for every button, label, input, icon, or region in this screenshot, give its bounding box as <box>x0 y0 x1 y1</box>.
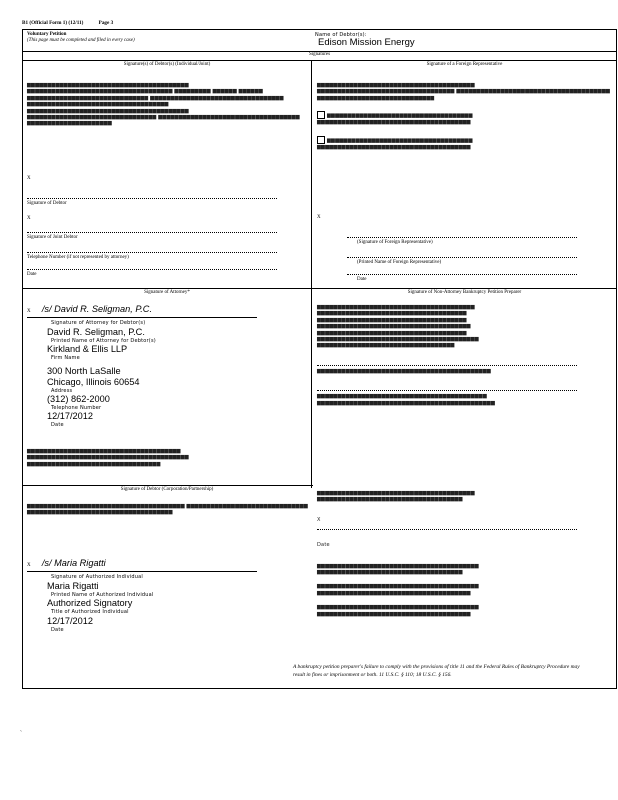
signature-line <box>27 571 257 572</box>
debtor-name-label: Name of Debtor(s): <box>315 32 367 38</box>
attorney-firm-caption: Firm Name <box>51 355 80 362</box>
signature-line <box>347 274 577 275</box>
attorney-footnote: ▆▆▆▆▆▆▆▆▆▆▆▆▆▆▆▆▆▆▆▆▆▆▆▆▆▆▆▆▆▆▆▆▆▆▆▆▆▆ ▆▆▆▆▆▆▆▆▆▆▆▆▆▆▆▆▆▆▆▆▆▆▆▆▆▆▆▆▆▆▆▆▆▆▆▆▆▆▆▆ ▆▆▆▆▆▆▆▆▆▆▆▆▆▆▆▆▆▆▆▆▆▆▆▆▆▆▆▆▆▆▆▆▆ <box>27 448 189 467</box>
date-caption: Date <box>357 277 367 283</box>
form-id: B1 (Official Form 1) (12/11) <box>22 20 84 26</box>
date-caption: Date <box>317 542 330 549</box>
x-label: X <box>317 516 321 523</box>
attorney-sig-caption: Signature of Attorney for Debtor(s) <box>51 320 146 327</box>
checkbox[interactable] <box>317 136 325 144</box>
sig-joint-caption: Signature of Joint Debtor <box>27 235 78 241</box>
corner-mark: ` <box>20 731 22 737</box>
signature-line <box>27 232 277 233</box>
x-label: X <box>27 563 31 568</box>
attorney-date: 12/17/2012 <box>47 411 93 422</box>
debtor-corp-title: Signature of Debtor (Corporation/Partnership) <box>120 487 214 492</box>
signature-line <box>317 365 577 366</box>
non-attorney-declaration: ▆▆▆▆▆▆▆▆▆▆▆▆▆▆▆▆▆▆▆▆▆▆▆▆▆▆▆▆▆▆▆▆▆▆▆▆▆▆▆ ▆▆▆▆▆▆▆▆▆▆▆▆▆▆▆▆▆▆▆▆▆▆▆▆▆▆▆▆▆▆▆▆▆▆▆▆▆ ▆▆▆▆▆▆▆▆▆▆▆▆▆▆▆▆▆▆▆▆▆▆▆▆▆▆▆▆▆▆▆▆▆▆▆▆▆ ▆▆▆▆▆▆▆▆▆▆▆▆▆▆▆▆▆▆▆▆▆▆▆▆▆▆▆▆▆▆▆▆▆▆▆▆▆▆ ▆▆▆▆▆▆▆▆▆▆▆▆▆▆▆▆▆▆▆▆▆▆▆▆▆▆▆▆▆▆▆▆▆▆▆▆▆ ▆▆▆▆▆▆▆▆▆▆▆▆▆▆▆▆▆▆▆▆▆▆▆▆▆▆▆▆▆▆▆▆▆▆▆▆▆▆▆▆ ▆▆▆▆▆▆▆▆▆▆▆▆▆▆▆▆▆▆▆▆▆▆▆▆▆▆▆▆▆▆▆▆▆▆ ▆▆▆▆▆▆▆▆▆▆▆▆▆▆▆▆▆▆▆▆▆▆▆▆▆▆▆▆▆▆▆▆▆▆▆▆▆▆▆▆▆▆▆ ▆▆▆▆▆▆▆▆▆▆▆▆▆▆▆▆▆▆▆▆▆▆▆▆▆▆▆▆▆▆▆▆▆▆▆▆▆▆▆▆▆▆ ▆▆▆▆▆▆▆▆▆▆▆▆▆▆▆▆▆▆▆▆▆▆▆▆▆▆▆▆▆▆▆▆▆▆▆▆▆▆▆▆▆▆▆▆ <box>317 304 614 406</box>
divider <box>23 60 616 61</box>
attorney-firm: Kirkland & Ellis LLP <box>47 344 128 355</box>
attorney-phone: (312) 862-2000 <box>47 394 110 405</box>
x-label: X <box>27 176 31 181</box>
debtor-name-block <box>315 32 615 47</box>
debtor-corp-name-caption: Printed Name of Authorized Individual <box>51 591 154 598</box>
page-label: Page 3 <box>98 20 114 26</box>
divider <box>23 288 616 289</box>
footer-note: A bankruptcy petition preparer's failure to comply with the provisions of title 11 and the Federal Rules of Bankruptcy Procedure may result in fines or imprisonment or both. 11 U.S.C. § 110; 18 U.S.C. § 156. <box>293 664 580 678</box>
divider <box>23 485 313 486</box>
foreign-signatures <box>317 215 614 284</box>
attorney-title: Signature of Attorney* <box>144 290 190 295</box>
date-caption: Date <box>27 272 37 278</box>
attorney-name: David R. Seligman, P.C. <box>47 326 145 337</box>
voluntary-title: Voluntary Petition <box>27 32 67 37</box>
printed-foreign-caption: (Printed Name of Foreign Representative) <box>357 259 442 265</box>
attorney-date-caption: Date <box>51 422 64 429</box>
signature-line <box>27 269 277 270</box>
x2-label: X <box>27 215 31 221</box>
signature-line <box>27 252 277 253</box>
debtor-name-value: Edison Mission Energy <box>318 37 415 49</box>
individual-title: Signature(s) of Debtor(s) (Individual/Joint) <box>123 62 211 67</box>
individual-declaration: ▆▆▆▆▆▆▆▆▆▆▆▆▆▆▆▆▆▆▆▆▆▆▆▆▆▆▆▆▆▆▆▆▆▆▆▆▆▆▆▆ ▆▆▆▆▆▆▆▆▆▆▆▆▆▆▆▆▆▆▆▆▆▆▆▆▆▆▆▆▆▆▆▆▆▆▆▆ ▆▆▆▆▆▆▆▆▆ ▆▆▆▆▆▆ ▆▆▆▆▆▆ ▆▆▆▆▆▆▆▆▆▆▆▆▆▆▆▆▆▆▆▆▆▆▆▆▆▆▆▆▆▆ ▆▆▆▆▆▆▆▆▆▆▆▆▆▆▆▆▆▆▆▆▆▆▆▆▆▆▆▆▆▆▆▆▆ ▆▆▆▆▆▆▆▆▆▆▆▆▆▆▆▆▆▆▆▆▆▆▆▆▆▆▆▆▆▆▆▆▆▆▆ ▆▆▆▆▆▆▆▆▆▆▆▆▆▆▆▆▆▆▆▆▆▆▆▆▆▆▆▆▆▆▆▆▆▆▆▆▆▆▆▆ ▆▆▆▆▆▆▆▆▆▆▆▆▆▆▆▆▆▆▆▆▆▆▆▆▆▆▆▆▆▆▆▆ ▆▆▆▆▆▆▆▆▆▆▆▆▆▆▆▆▆▆▆▆▆▆▆▆▆▆▆▆▆▆▆▆▆▆▆ ▆▆▆▆▆▆▆▆▆▆▆▆▆▆▆▆▆▆▆▆▆ <box>27 82 300 127</box>
attorney-signature: /s/ David R. Seligman, P.C. <box>41 304 152 314</box>
voluntary-subtitle: (This page must be completed and filed in every case) <box>27 38 135 44</box>
phone-caption: Telephone Number (if not represented by attorney) <box>27 254 129 260</box>
attorney-address1: 300 North LaSalle <box>47 365 121 376</box>
attorney-block <box>27 304 309 429</box>
debtor-corp-date: 12/17/2012 <box>47 615 93 626</box>
form-page <box>22 29 617 689</box>
signature-line <box>317 529 577 530</box>
signature-line <box>317 390 577 391</box>
foreign-title: Signature of a Foreign Representative <box>426 62 503 67</box>
x-label: X <box>27 309 31 314</box>
attorney-phone-caption: Telephone Number <box>51 405 102 412</box>
checkbox[interactable] <box>317 111 325 119</box>
debtor-corp-title-value: Authorized Signatory <box>47 598 133 609</box>
individual-signatures <box>27 176 309 278</box>
attorney-address-caption: Address <box>51 387 73 394</box>
foreign-declaration: ▆▆▆▆▆▆▆▆▆▆▆▆▆▆▆▆▆▆▆▆▆▆▆▆▆▆▆▆▆▆▆▆▆▆▆▆▆▆▆ ▆▆▆▆▆▆▆▆▆▆▆▆▆▆▆▆▆▆▆▆▆▆▆▆▆▆▆▆▆▆▆▆▆▆ ▆▆▆▆▆▆▆▆▆▆▆▆▆▆▆▆▆▆▆▆▆▆▆▆▆▆▆▆▆▆▆▆▆▆▆▆▆▆ ▆▆▆▆▆▆▆▆▆▆▆▆▆▆▆▆▆▆▆▆▆▆▆▆▆▆▆▆▆ ▆▆▆▆▆▆▆▆▆▆▆▆▆▆▆▆▆▆▆▆▆▆▆▆▆▆▆▆▆▆▆▆▆▆▆▆ ▆▆▆▆▆▆▆▆▆▆▆▆▆▆▆▆▆▆▆▆▆▆▆▆▆▆▆▆▆▆▆▆▆▆▆▆▆▆ ▆▆▆▆▆▆▆▆▆▆▆▆▆▆▆▆▆▆▆▆▆▆▆▆▆▆▆▆▆▆▆▆▆▆▆▆ ▆▆▆▆▆▆▆▆▆▆▆▆▆▆▆▆▆▆▆▆▆▆▆▆▆▆▆▆▆▆▆▆▆▆▆▆▆▆ <box>317 82 611 150</box>
debtor-corp-declaration: ▆▆▆▆▆▆▆▆▆▆▆▆▆▆▆▆▆▆▆▆▆▆▆▆▆▆▆▆▆▆▆▆▆▆▆▆▆▆▆ ▆▆▆▆▆▆▆▆▆▆▆▆▆▆▆▆▆▆▆▆▆▆▆▆▆▆▆▆▆▆ ▆▆▆▆▆▆▆▆▆▆▆▆▆▆▆▆▆▆▆▆▆▆▆▆▆▆▆▆▆▆▆▆▆▆▆▆ <box>27 503 308 516</box>
voluntary-block <box>27 32 307 45</box>
debtor-corp-date-caption: Date <box>51 626 64 633</box>
debtor-corp-title-caption: Title of Authorized Individual <box>51 609 129 616</box>
non-attorney-title: Signature of Non-Attorney Bankruptcy Petition Preparer <box>407 290 522 295</box>
sig-debtor-caption: Signature of Debtor <box>27 201 67 207</box>
signature-line <box>347 257 577 258</box>
sig-foreign-caption: (Signature of Foreign Representative) <box>357 240 433 246</box>
signatures-title: Signatures <box>308 52 331 57</box>
signature-line <box>27 317 257 318</box>
attorney-name-caption: Printed Name of Attorney for Debtor(s) <box>51 337 156 344</box>
preparer-continuation: ▆▆▆▆▆▆▆▆▆▆▆▆▆▆▆▆▆▆▆▆▆▆▆▆▆▆▆▆▆▆▆▆▆▆▆▆▆▆▆ ▆▆▆▆▆▆▆▆▆▆▆▆▆▆▆▆▆▆▆▆▆▆▆▆▆▆▆▆▆▆▆▆▆▆▆▆ X Date ▆▆▆▆▆▆▆▆▆▆▆▆▆▆▆▆▆▆▆▆▆▆▆▆▆▆▆▆▆▆▆▆▆▆▆▆▆▆▆▆ ▆▆▆▆▆▆▆▆▆▆▆▆▆▆▆▆▆▆▆▆▆▆▆▆▆▆▆▆▆▆▆▆▆▆▆▆ ▆▆▆▆▆▆▆▆▆▆▆▆▆▆▆▆▆▆▆▆▆▆▆▆▆▆▆▆▆▆▆▆▆▆▆▆▆▆▆▆ ▆▆▆▆▆▆▆▆▆▆▆▆▆▆▆▆▆▆▆▆▆▆▆▆▆▆▆▆▆▆▆▆▆▆▆▆▆▆ ▆▆▆▆▆▆▆▆▆▆▆▆▆▆▆▆▆▆▆▆▆▆▆▆▆▆▆▆▆▆▆▆▆▆▆▆▆▆▆▆ ▆▆▆▆▆▆▆▆▆▆▆▆▆▆▆▆▆▆▆▆▆▆▆▆▆▆▆▆▆▆▆▆▆▆▆▆▆▆ <box>317 490 614 617</box>
debtor-corp-signature: /s/ Maria Rigatti <box>41 558 106 568</box>
debtor-corp-sig-caption: Signature of Authorized Individual <box>51 574 143 581</box>
column-divider <box>311 60 312 488</box>
attorney-address2: Chicago, Illinois 60654 <box>47 376 140 387</box>
signature-line <box>27 198 277 199</box>
x-label: X <box>317 215 321 220</box>
form-header <box>22 20 127 26</box>
debtor-corp-block <box>27 558 309 633</box>
signature-line <box>347 237 577 238</box>
debtor-corp-name: Maria Rigatti <box>47 580 99 591</box>
